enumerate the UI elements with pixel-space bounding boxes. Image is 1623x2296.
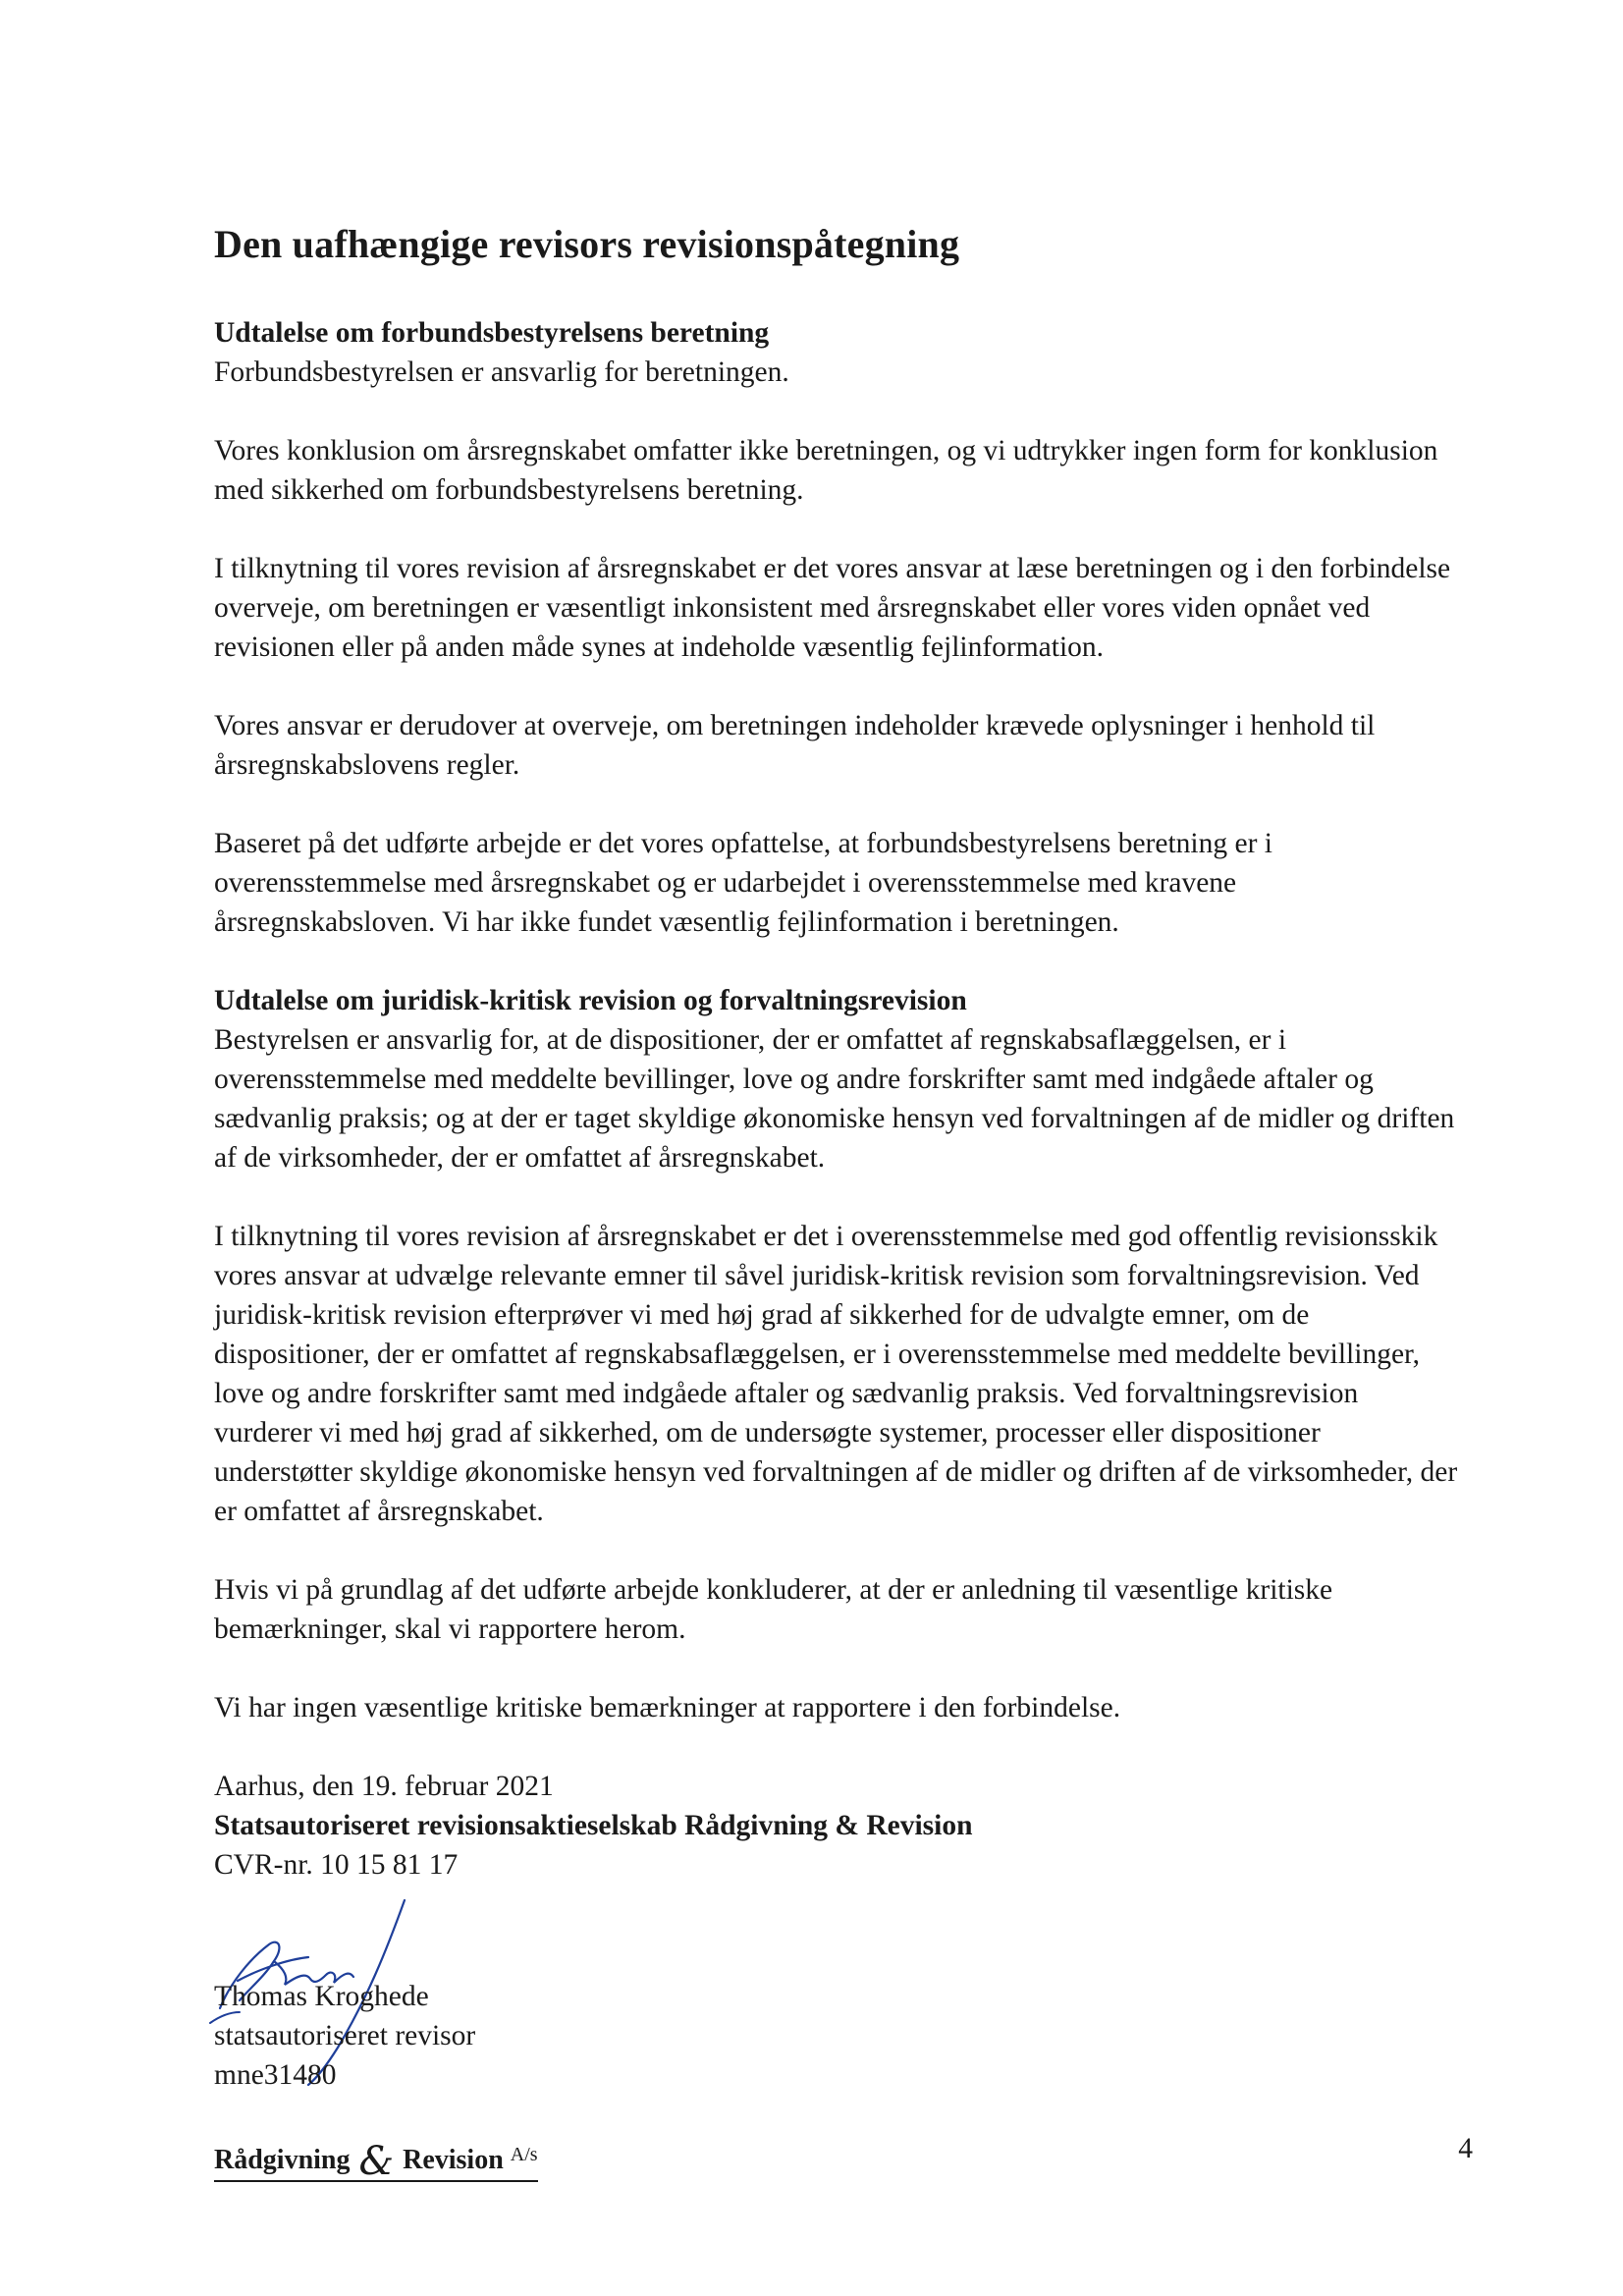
cvr-number: CVR-nr. 10 15 81 17 xyxy=(214,1849,459,1881)
logo-ampersand: & xyxy=(358,2139,395,2184)
signoff-block xyxy=(214,1767,1461,1885)
logo-text-part2: Revision xyxy=(403,2145,504,2175)
paragraph: Forbundsbestyrelsen er ansvarlig for beretningen. xyxy=(214,356,789,388)
audit-firm-name: Statsautoriseret revisionsaktieselskab Rådgivning & Revision xyxy=(214,1810,973,1841)
signer-title: statsautoriseret revisor xyxy=(214,2020,476,2051)
section-heading-legal-critical-audit: Udtalelse om juridisk-kritisk revision og forvaltningsrevision xyxy=(214,985,967,1016)
paragraph: I tilknytning til vores revision af årsregnskabet er det i overensstemmelse med god offentlig revisionsskik vores ansvar at udvælge relevante emner til såvel juridisk-kritisk revision som forvaltningsrevision. Ved juridisk-kritisk revision efterprøver vi med høj grad af sikkerhed for de udvalgte emner, om de dispositioner, der er omfattet af regnskabsaflæggelsen, er i overensstemmelse med meddelte bevillinger, love og andre forskrifter samt med indgåede aftaler og sædvanlig praksis. Ved forvaltningsrevision vurderer vi med høj grad af sikkerhed, om de undersøgte systemer, processer eller dispositioner understøtter skyldige økonomiske hensyn ved forvaltningen af de midler og driften af de virksomheder, der er omfattet af årsregnskabet. xyxy=(214,1221,1458,1527)
paragraph: Vores konklusion om årsregnskabet omfatter ikke beretningen, og vi udtrykker ingen form for konklusion med sikkerhed om forbundsbestyrelsens beretning. xyxy=(214,435,1438,506)
paragraph: Baseret på det udførte arbejde er det vores opfattelse, at forbundsbestyrelsens beretning er i overensstemmelse med årsregnskabet og er udarbejdet i overensstemmelse med kravene årsregnskabsloven. Vi har ikke fundet væsentlig fejlinformation i beretningen. xyxy=(214,828,1272,938)
logo-suffix: A/s xyxy=(510,2144,538,2165)
place-date: Aarhus, den 19. februar 2021 xyxy=(214,1771,554,1802)
paragraph: Vi har ingen væsentlige kritiske bemærkninger at rapportere i den forbindelse. xyxy=(214,1692,1121,1723)
signer-name: Thomas Kroghede xyxy=(214,1981,429,2012)
paragraph: I tilknytning til vores revision af årsregnskabet er det vores ansvar at læse beretningen og i den forbindelse overveje, om beretningen er væsentligt inkonsistent med årsregnskabet eller vores viden opnået ved revisionen eller på anden måde synes at indeholde væsentlig fejlinformation. xyxy=(214,553,1451,663)
logo-text-part1: Rådgivning xyxy=(214,2145,351,2175)
signer-details xyxy=(214,1977,475,2095)
report-body xyxy=(214,221,1461,1885)
paragraph: Hvis vi på grundlag af det udførte arbejde konkluderer, at der er anledning til væsentlige kritiske bemærkninger, skal vi rapportere herom. xyxy=(214,1574,1333,1645)
signer-id: mne31480 xyxy=(214,2059,337,2091)
paragraph: Bestyrelsen er ansvarlig for, at de dispositioner, der er omfattet af regnskabsaflæggelsen, er i overensstemmelse med meddelte bevillinger, love og andre forskrifter samt med indgåede aftaler og sædvanlig praksis; og at der er taget skyldige økonomiske hensyn ved forvaltningen af de midler og driften af de virksomheder, der er omfattet af årsregnskabet. xyxy=(214,1024,1455,1174)
section-heading-management-report: Udtalelse om forbundsbestyrelsens beretning xyxy=(214,317,770,349)
page-number: 4 xyxy=(1458,2133,1473,2164)
page-title: Den uafhængige revisors revisionspåtegning xyxy=(214,222,960,266)
company-logo xyxy=(214,2133,538,2182)
signature-area xyxy=(214,1890,607,2106)
paragraph: Vores ansvar er derudover at overveje, om beretningen indeholder krævede oplysninger i henhold til årsregnskabslovens regler. xyxy=(214,710,1376,781)
